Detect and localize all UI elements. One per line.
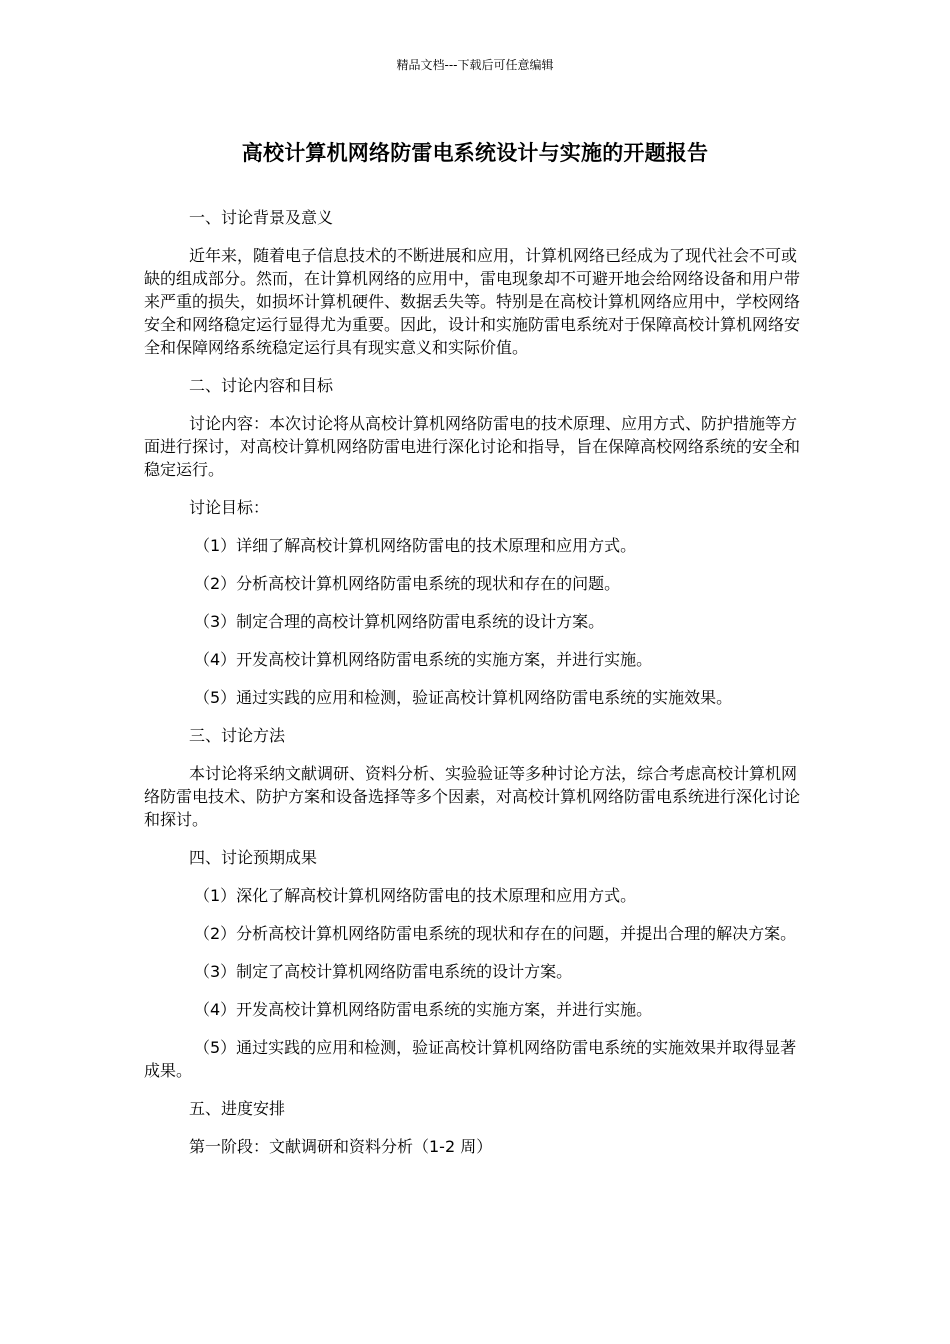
- outcome-item-1: （1）深化了解高校计算机网络防雷电的技术原理和应用方式。: [194, 886, 637, 905]
- page-header: 精品文档---下载后可任意编辑: [396, 58, 554, 72]
- goal-item-4: （4）开发高校计算机网络防雷电系统的实施方案，并进行实施。: [194, 650, 653, 669]
- section-3-heading: 三、讨论方法: [189, 726, 286, 745]
- outcome-item-2: （2）分析高校计算机网络防雷电系统的现状和存在的问题，并提出合理的解决方案。: [194, 924, 797, 943]
- goal-item-3: （3）制定合理的高校计算机网络防雷电系统的设计方案。: [194, 612, 605, 631]
- outcome-item-4: （4）开发高校计算机网络防雷电系统的实施方案，并进行实施。: [194, 1000, 653, 1019]
- section-2-goals-label: 讨论目标：: [189, 498, 270, 517]
- goal-item-5: （5）通过实践的应用和检测，验证高校计算机网络防雷电系统的实施效果。: [194, 688, 733, 707]
- document-title: 高校计算机网络防雷电系统设计与实施的开题报告: [241, 141, 709, 165]
- section-1-heading: 一、讨论背景及意义: [189, 208, 334, 227]
- section-5-heading: 五、进度安排: [189, 1099, 286, 1118]
- section-2-heading: 二、讨论内容和目标: [189, 376, 334, 395]
- section-2-paragraph: 讨论内容：本次讨论将从高校计算机网络防雷电的技术原理、应用方式、防护措施等方面进行探讨，对高校计算机网络防雷电进行深化讨论和指导，旨在保障高校网络系统的安全和稳定运行。: [144, 414, 801, 479]
- outcome-item-5: （5）通过实践的应用和检测，验证高校计算机网络防雷电系统的实施效果并取得显著成果。: [144, 1038, 797, 1080]
- section-3-paragraph: 本讨论将采纳文献调研、资料分析、实验验证等多种讨论方法，综合考虑高校计算机网络防雷电技术、防护方案和设备选择等多个因素，对高校计算机网络防雷电系统进行深化讨论和探讨。: [144, 764, 801, 829]
- section-1-paragraph: 近年来，随着电子信息技术的不断进展和应用，计算机网络已经成为了现代社会不可或缺的组成部分。然而，在计算机网络的应用中，雷电现象却不可避开地会给网络设备和用户带来严重的损失，如损坏计算机硬件、数据丢失等。特别是在高校计算机网络应用中，学校网络安全和网络稳定运行显得尤为重要。因此，设计和实施防雷电系统对于保障高校计算机网络安全和保障网络系统稳定运行具有现实意义和实际价值。: [144, 246, 801, 357]
- goal-item-2: （2）分析高校计算机网络防雷电系统的现状和存在的问题。: [194, 574, 621, 593]
- section-5-paragraph: 第一阶段：文献调研和资料分析（1-2 周）: [189, 1137, 493, 1156]
- document-body: [144, 206, 806, 1158]
- section-4-heading: 四、讨论预期成果: [189, 848, 318, 867]
- goal-item-1: （1）详细了解高校计算机网络防雷电的技术原理和应用方式。: [194, 536, 637, 555]
- outcome-item-3: （3）制定了高校计算机网络防雷电系统的设计方案。: [194, 962, 573, 981]
